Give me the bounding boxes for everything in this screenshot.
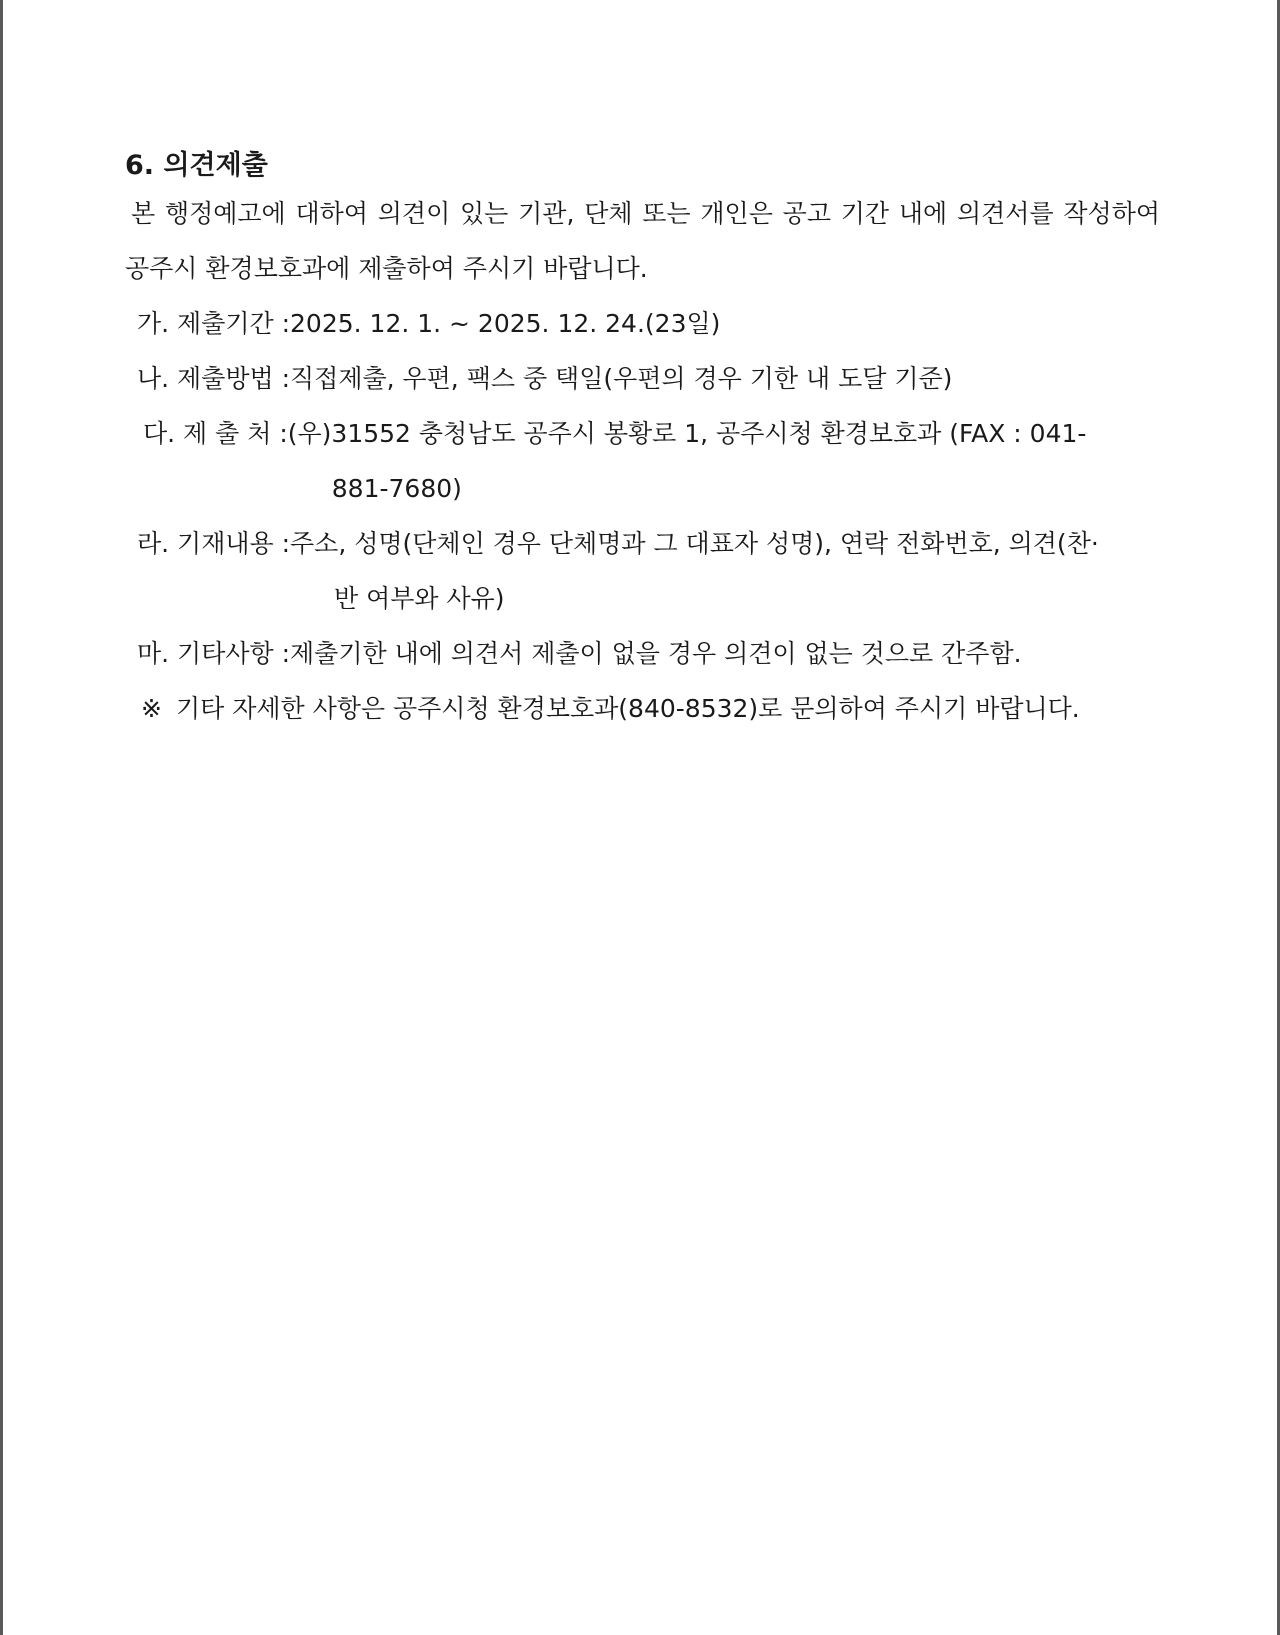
item-label: 라. 기재내용 :: [137, 529, 291, 558]
item-value: 제출기한 내에 의견서 제출이 없을 경우 의견이 없는 것으로 간주함.: [290, 639, 1022, 668]
item-value: [288, 406, 1128, 516]
item-content-required: [137, 516, 1160, 626]
section-heading: 6. 의견제출: [125, 150, 268, 181]
intro-paragraph: 본 행정예고에 대하여 의견이 있는 기관, 단체 또는 개인은 공고 기간 내에 의견서를 작성하여 공주시 환경보호과에 제출하여 주시기 바랍니다.: [125, 199, 1160, 283]
item-value: 2025. 12. 1. ~ 2025. 12. 24.(23일): [290, 309, 721, 338]
item-value: 직접제출, 우편, 팩스 중 택일(우편의 경우 기한 내 도달 기준): [290, 364, 953, 393]
reference-mark-icon: ※: [141, 694, 162, 723]
item-value: [290, 516, 1130, 626]
item-submission-method: [137, 351, 1160, 406]
item-label: 마. 기타사항 :: [137, 639, 291, 668]
item-value-line: (우)31552 충청남도 공주시 봉황로 1, 공주시청 환경보호과 (FAX : 041-: [287, 419, 1087, 448]
item-label: 나. 제출방법 :: [137, 364, 291, 393]
item-label: 가. 제출기간 :: [137, 309, 291, 338]
item-other-matters: [137, 626, 1160, 681]
item-submission-period: [137, 296, 1160, 351]
contact-note-text: 기타 자세한 사항은 공주시청 환경보호과(840-8532)로 문의하여 주시기 바랍니다.: [175, 694, 1080, 723]
item-value-line: 881-7680): [331, 474, 462, 503]
contact-note: [141, 681, 1160, 736]
document-content: [125, 146, 1160, 736]
item-submission-address: [143, 406, 1160, 516]
item-value-line: 반 여부와 사유): [334, 584, 505, 613]
item-label: 다. 제 출 처 :: [143, 419, 288, 448]
item-value-line: 주소, 성명(단체인 경우 단체명과 그 대표자 성명), 연락 전화번호, 의견(찬·: [290, 529, 1099, 558]
